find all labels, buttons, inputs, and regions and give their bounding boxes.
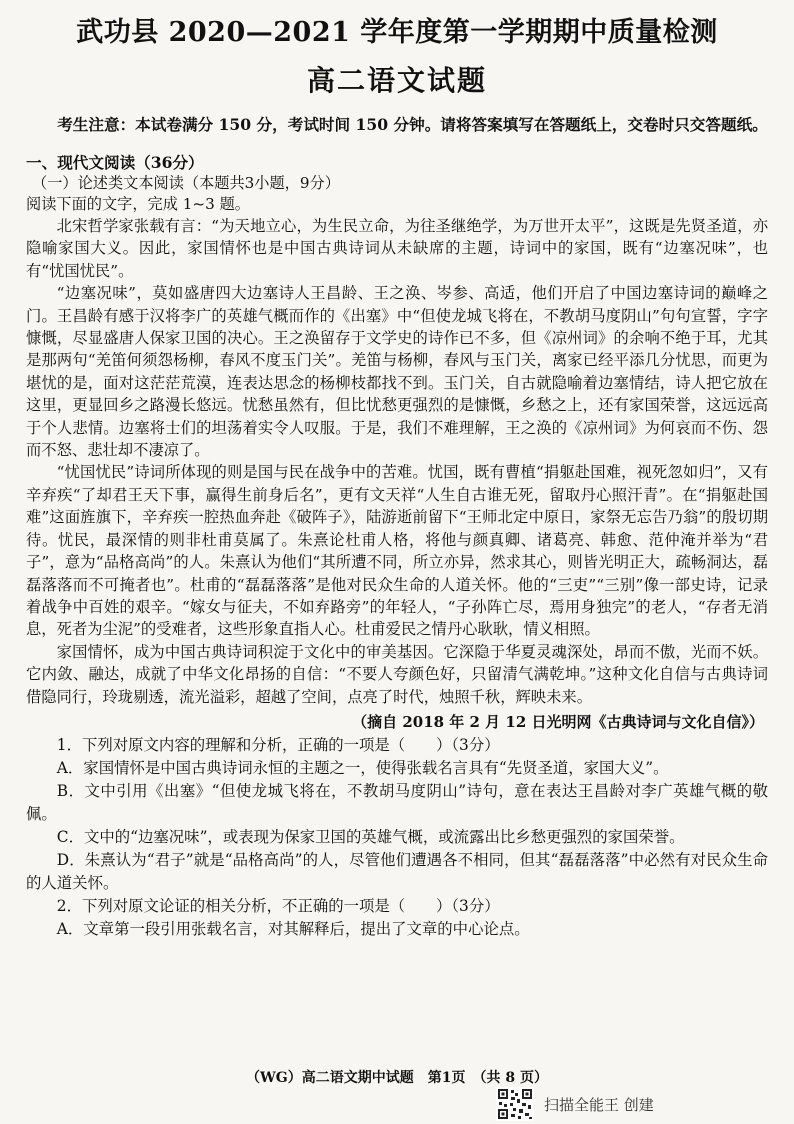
passage-paragraph-2: “边塞况味”，莫如盛唐四大边塞诗人王昌龄、王之涣、岑参、高适，他们开启了中国边塞诗词的巅峰之门。王昌龄有感于汉将李广的英雄气概而作的《出塞》中“但使龙城飞将在，不教胡马度阴山”句句宣誓，字字慷慨，尽显盛唐人保家卫国的决心。王之涣留存于文学史的诗作已不多，但《凉州词》的余响不绝于耳，尤其是那两句“羌笛何须怨杨柳，春风不度玉门关”。羌笛与杨柳，春风与玉门关，离家已经平添几分忧思，而更为堪忧的是，面对这茫茫荒漠，连表达思念的杨柳枝都找不到。玉门关，自古就隐喻着边塞情结，诗人把它放在这里，更显回乡之路漫长悠远。忧愁虽然有，但比忧愁更强烈的是慷慨，乡愁之上，还有家国荣誉，这远远高于个人悲情。边塞将士们的坦荡着实令人叹服。于是，我们不难理解，王之涣的《凉州词》为何哀而不伤、怨而不怒、悲壮却不凄凉了。 — [26, 284, 768, 460]
question-1-stem: 1．下列对原文内容的理解和分析，正确的一项是（ ）（3分） — [56, 735, 500, 754]
section-heading: 一、现代文阅读（36分） — [26, 153, 204, 172]
exam-title: 武功县 2020—2021 学年度第一学期期中质量检测 — [76, 17, 718, 48]
exam-subtitle: 高二语文试题 — [306, 64, 487, 97]
question-1-option-c: C．文中的“边塞况味”，或表现为保家卫国的英雄气概，或流露出比乡愁更强烈的家国荣誉。 — [56, 827, 685, 846]
question-1-option-d: D．朱熹认为“君子”就是“品格高尚”的人，尽管他们遭遇各不相同，但其“磊磊落落”中必然有对民众生命的人道关怀。 — [26, 850, 768, 892]
candidate-notice: 考生注意：本试卷满分 150 分，考试时间 150 分钟。请将答案填写在答题纸上，交卷时只交答题纸。 — [57, 115, 768, 134]
passage-paragraph-4: 家国情怀，成为中国古典诗词积淀于文化中的审美基因。它深隐于华夏灵魂深处，昂而不傲，光而不妖。它内敛、融达，成就了中华文化昂扬的自信：“不要人夸颜色好，只留清气满乾坤。”这种文化自信与古典诗词借隐同行，玲珑剔透，流光溢彩，超越了空间，点亮了时代，烛照千秋，辉映未来。 — [26, 642, 768, 706]
reading-instruction: 阅读下面的文字，完成 1~3 题。 — [26, 195, 250, 213]
question-1-option-b: B．文中引用《出塞》“但使龙城飞将在，不教胡马度阴山”诗句，意在表达王昌龄对李广英雄气概的敬佩。 — [26, 781, 768, 823]
question-2-option-a: A．文章第一段引用张载名言，对其解释后，提出了文章的中心论点。 — [56, 919, 530, 938]
passage-source: （摘自 2018 年 2 月 12 日光明网《古典诗词与文化自信》） — [352, 712, 764, 731]
passage-paragraph-1: 北宋哲学家张载有言：“为天地立心，为生民立命，为往圣继绝学，为万世开太平”，这既是先贤圣道，亦隐喻家国大义。因此，家国情怀也是中国古典诗词从未缺席的主题，诗词中的家国，既有“边塞况味”，也有“忧国忧民”。 — [26, 217, 768, 280]
scanner-label: 扫描全能王 创建 — [544, 1095, 654, 1114]
page-footer: （WG）高二语文期中试题 第1页 （共 8 页） — [246, 1070, 548, 1086]
question-1-option-a: A．家国情怀是中国古典诗词永恒的主题之一，使得张载名言具有“先贤圣道，家国大义”。 — [56, 758, 669, 777]
passage-paragraph-3: “忧国忧民”诗词所体现的则是国与民在战争中的苦难。忧国，既有曹植“捐躯赴国难，视死忽如归”，又有辛弃疾“了却君王天下事，赢得生前身后名”，更有文天祥“人生自古谁无死，留取丹心照汗青”。在“捐躯赴国难”这面旌旗下，辛弃疾一腔热血奔赴《破阵子》，陆游逝前留下“王师北定中原日，家祭无忘告乃翁”的殷切期待。忧民，最深情的则非杜甫莫属了。朱熹论杜甫人格，将他与颜真卿、诸葛亮、韩愈、范仲淹并举为“君子”，意为“品格高尚”的人。朱熹认为他们“其所遭不同，所立亦异，然求其心，则皆光明正大，疏畅洞达，磊磊落落而不可掩者也”。杜甫的“磊磊落落”是他对民众生命的人道关怀。他的“三吏”“三别”像一部史诗，记录着战争中百姓的艰辛。“嫁女与征夫，不如弃路旁”的年轻人，“子孙阵亡尽，焉用身独完”的老人，“存者无消息，死者为尘泥”的受难者，这些形象直指人心。杜甫爱民之情丹心耿耿，情义相照。 — [26, 463, 768, 639]
subsection-heading: （一）论述类文本阅读（本题共3小题，9分） — [32, 174, 340, 192]
qr-code-icon — [496, 1087, 534, 1121]
question-2-stem: 2．下列对原文论证的相关分析，不正确的一项是（ ）（3分） — [56, 896, 500, 915]
scanner-watermark — [496, 1087, 654, 1121]
